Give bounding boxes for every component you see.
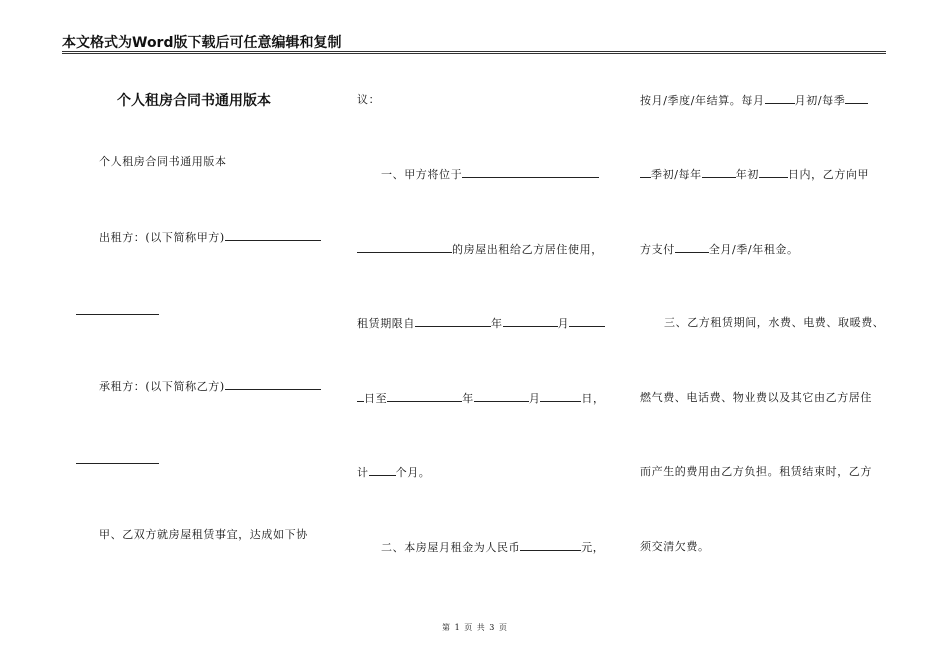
quarterly-blank-continued bbox=[640, 166, 651, 178]
lessor-label: 出租方：(以下简称甲方) bbox=[99, 231, 225, 244]
yuan-label: 元， bbox=[581, 541, 605, 554]
clause-3-line-2: 燃气费、电话费、物业费以及其它由乙方居住 bbox=[640, 391, 872, 404]
clause-1-text: 的房屋出租给乙方居住使用， bbox=[452, 243, 603, 256]
clause-2-line-3 bbox=[640, 166, 869, 182]
clause-3-line-4: 须交清欠费。 bbox=[640, 540, 710, 553]
until-label: 日至 bbox=[364, 392, 388, 405]
yearly-blank bbox=[702, 166, 736, 178]
clause-2-text: 二、本房屋月租金为人民币 bbox=[381, 541, 521, 554]
blank-line bbox=[76, 452, 159, 464]
contract-subtitle: 个人租房合同书通用版本 bbox=[99, 155, 227, 168]
clause-2-line-4 bbox=[640, 241, 799, 257]
clause-2-line-1 bbox=[381, 539, 604, 555]
agreement-line: 甲、乙双方就房屋租赁事宜，达成如下协 bbox=[99, 528, 308, 541]
lessor-blank bbox=[225, 229, 321, 241]
settlement-text: 年初 bbox=[735, 168, 759, 181]
address-blank bbox=[462, 166, 599, 178]
settlement-text: 月初/每季 bbox=[794, 94, 846, 107]
clause-1-line-5 bbox=[357, 464, 430, 480]
clause-1-line-1 bbox=[381, 166, 599, 182]
settlement-text: 按月/季度/年结算。每月 bbox=[640, 94, 765, 107]
start-year-blank bbox=[415, 315, 491, 327]
payment-text: 全月/季/年租金。 bbox=[708, 243, 799, 256]
year-label: 年 bbox=[491, 317, 503, 330]
term-label: 租赁期限自 bbox=[357, 317, 415, 330]
days-blank bbox=[759, 166, 788, 178]
start-day-blank bbox=[569, 315, 605, 327]
address-blank-continued bbox=[357, 241, 452, 253]
months-blank bbox=[369, 464, 396, 476]
lessee-blank bbox=[225, 378, 321, 390]
month-label: 月 bbox=[557, 317, 570, 330]
clause-1-line-2 bbox=[357, 241, 603, 257]
year-label: 年 bbox=[462, 392, 474, 405]
start-day-blank-continued bbox=[357, 390, 364, 402]
settlement-text: 日内，乙方向甲 bbox=[787, 168, 870, 181]
clause-1-line-3 bbox=[357, 315, 605, 331]
payment-blank bbox=[675, 241, 709, 253]
header-rule-secondary bbox=[62, 53, 886, 54]
lessor-line bbox=[99, 229, 321, 245]
document-title: 个人租房合同书通用版本 bbox=[117, 93, 271, 109]
month-label: 月 bbox=[528, 392, 541, 405]
clause-3-line-3: 而产生的费用由乙方负担。租赁结束时，乙方 bbox=[640, 465, 872, 478]
start-month-blank bbox=[503, 315, 558, 327]
header-rule bbox=[62, 51, 886, 52]
end-year-blank bbox=[387, 390, 462, 402]
settlement-text: 季初/每年 bbox=[651, 168, 702, 181]
payment-text: 方支付 bbox=[640, 243, 675, 256]
clause-1-line-4 bbox=[357, 390, 605, 406]
lessee-line bbox=[99, 378, 321, 394]
clause-2-line-2 bbox=[640, 92, 868, 108]
rent-blank bbox=[520, 539, 581, 551]
agreement-line-continued: 议： bbox=[357, 93, 381, 106]
end-month-blank bbox=[474, 390, 529, 402]
document-banner: 本文格式为Word版下载后可任意编辑和复制 bbox=[62, 35, 342, 51]
day-label: 日， bbox=[581, 392, 605, 405]
blank-line bbox=[76, 303, 159, 315]
page-number: 第 1 页 共 3 页 bbox=[442, 623, 508, 632]
monthly-blank bbox=[765, 92, 795, 104]
lessee-label: 承租方：(以下简称乙方) bbox=[99, 380, 225, 393]
total-label: 计 bbox=[357, 466, 369, 479]
lessor-blank-continued bbox=[76, 303, 159, 319]
quarterly-blank bbox=[845, 92, 868, 104]
lessee-blank-continued bbox=[76, 452, 159, 468]
clause-1-text: 一、甲方将位于 bbox=[381, 168, 463, 181]
end-day-blank bbox=[540, 390, 581, 402]
months-label: 个月。 bbox=[395, 466, 431, 479]
clause-3-line-1: 三、乙方租赁期间，水费、电费、取暖费、 bbox=[664, 316, 885, 329]
